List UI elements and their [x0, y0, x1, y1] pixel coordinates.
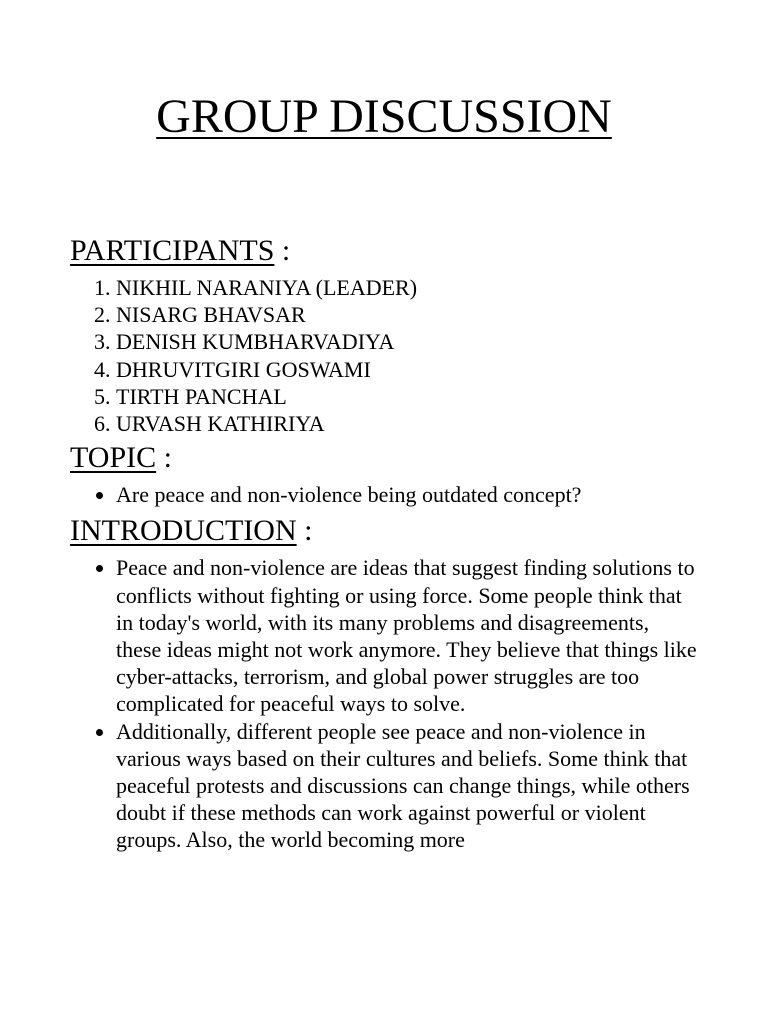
topic-heading-colon: : [156, 441, 172, 475]
topic-heading-text: TOPIC [70, 441, 157, 475]
document-title: GROUP DISCUSSION [156, 90, 612, 143]
participants-heading [70, 232, 698, 270]
introduction-list [70, 554, 698, 853]
topic-list [70, 481, 698, 508]
participant-item: 6. URVASH KATHIRIYA [116, 410, 698, 437]
participant-item: 5. TIRTH PANCHAL [116, 383, 698, 410]
introduction-heading-text: INTRODUCTION [70, 514, 297, 548]
participant-item: 4. DHRUVITGIRI GOSWAMI [116, 356, 698, 383]
participant-item: 3. DENISH KUMBHARVADIYA [116, 328, 698, 355]
topic-heading [70, 439, 698, 477]
topic-item: • Are peace and non-violence being outdated concept? [116, 481, 698, 508]
introduction-heading-colon: : [296, 514, 313, 548]
introduction-heading [70, 512, 698, 550]
participants-heading-colon: : [274, 234, 291, 267]
introduction-paragraph: • Additionally, different people see peace and non-violence in various ways based on their cultures and beliefs. Some think that peaceful protests and discussions can change things, while others doubt if these methods can work against powerful or violent groups. Also, the world becoming more [116, 718, 698, 854]
participant-item: 2. NISARG BHAVSAR [116, 301, 698, 328]
introduction-paragraph: • Peace and non-violence are ideas that suggest finding solutions to conflicts without fighting or using force. Some people think that in today's world, with its many problems and disagreements, these ideas might not work anymore. They believe that things like cyber-attacks, terrorism, and global power struggles are too complicated for peaceful ways to solve. [116, 554, 698, 717]
participants-heading-text: PARTICIPANTS [70, 234, 275, 267]
participant-item: 1. NIKHIL NARANIYA (LEADER) [116, 274, 698, 301]
participants-list [70, 274, 698, 437]
